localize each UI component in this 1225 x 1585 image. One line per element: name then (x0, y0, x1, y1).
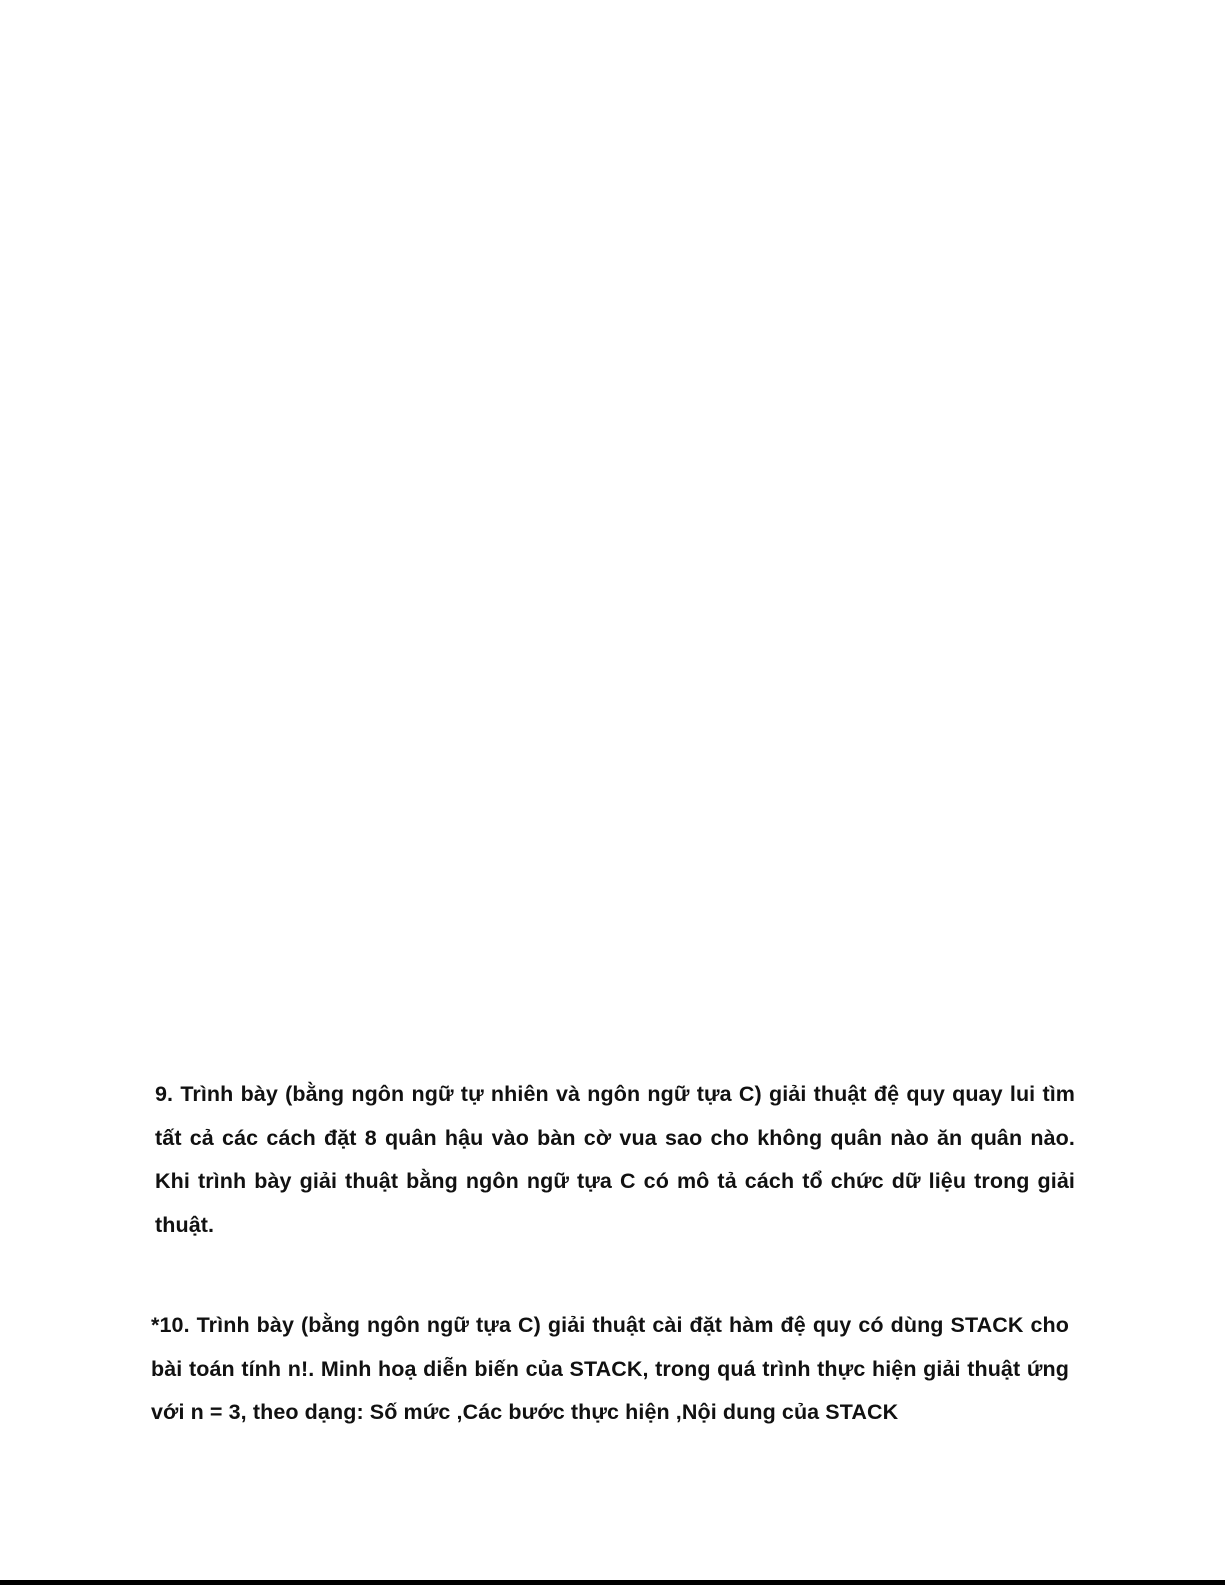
question-10: *10. Trình bày (bằng ngôn ngữ tựa C) giải thuật cài đặt hàm đệ quy có dùng STACK cho bài toán tính n!. Minh hoạ diễn biến của STACK, trong quá trình thực hiện giải thuật ứng với n = 3, theo dạng: Số mức ,Các bước thực hiện ,Nội dung của STACK (151, 1313, 1069, 1424)
page-bottom-border (0, 1580, 1225, 1585)
question-9: 9. Trình bày (bằng ngôn ngữ tự nhiên và ngôn ngữ tựa C) giải thuật đệ quy quay lui tìm tất cả các cách đặt 8 quân hậu vào bàn cờ vua sao cho không quân nào ăn quân nào. Khi trình bày giải thuật bằng ngôn ngữ tựa C có mô tả cách tổ chức dữ liệu trong giải thuật. (155, 1082, 1075, 1237)
